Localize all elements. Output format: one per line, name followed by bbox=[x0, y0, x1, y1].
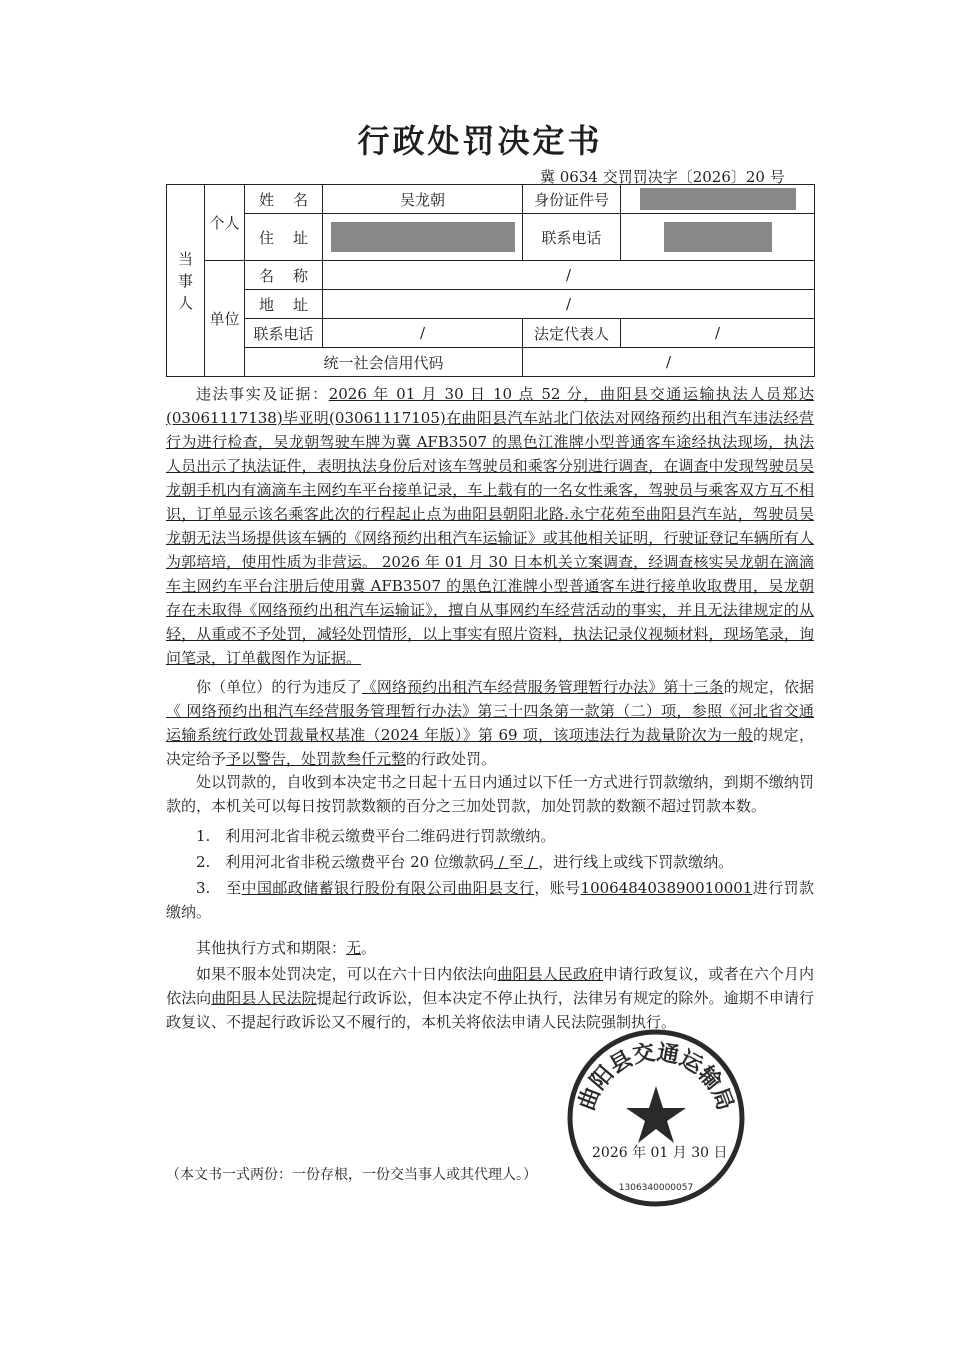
bank-name: 中国邮政储蓄银行股份有限公司曲阳县支行 bbox=[241, 879, 535, 897]
document-title: 行政处罚决定书 bbox=[357, 122, 603, 160]
address-redacted bbox=[323, 214, 523, 261]
unit-address-label: 地 址 bbox=[245, 290, 323, 319]
phone-redacted bbox=[621, 214, 815, 261]
credit-code-label: 统一社会信用代码 bbox=[245, 348, 523, 377]
unit-phone-label: 联系电话 bbox=[245, 319, 323, 348]
payment-intro: 处以罚款的，自收到本决定书之日起十五日内通过以下任一方式进行罚款缴纳，到期不缴纳罚款的，本机关可以每日按罚款数额的百分之三加处罚款，加处罚款的数额不超过罚款本数。 bbox=[166, 773, 814, 815]
unit-phone-value: / bbox=[323, 319, 523, 348]
account-number: 100648403890010001 bbox=[580, 879, 753, 897]
appeal-paragraph: 如果不服本处罚决定，可以在六十日内依法向曲阳县人民政府申请行政复议，或者在六个月内依法向曲阳县人民法院提起行政诉讼，但本决定不停止执行，法律另有规定的除外。逾期不申请行政复议、不提起行政诉讼又不履行的，本机关将依法申请人民法院强制执行。 bbox=[166, 965, 814, 1031]
facts-text: 2026 年 01 月 30 日 10 点 52 分，曲阳县交通运输执法人员郑达(03061117138)毕亚明(03061117105)在曲阳县汽车站北门依法对网络预约出租汽车违法经营行为进行检查，吴龙朝驾驶车牌为冀 AFB3507 的黑色江淮牌小型普通客车途经执法现场，执法人员出示了执法证件，表明执法身份后对该车驾驶员和乘客分别进行调查，在调查中发现驾驶员吴龙朝手机内有滴滴车主网约车平台接单记录，车上载有的一名女性乘客，驾驶员与乘客双方互不相识，订单显示该名乘客此次的行程起止点为曲阳县朝阳北路.永宁花苑至曲阳县汽车站，驾驶员吴龙朝无法当场提供该车辆的《网络预约出租汽车运输证》或其他相关证明，行驶证登记车辆所有人为郭培培，使用性质为非营运。 2026 年 01 月 30 日本机关立案调查，经调查核实吴龙朝在滴滴车主网约车平台注册后使用冀 AFB3507 的黑色江淮牌小型普通客车进行接单收取费用，吴龙朝存在未取得《网络预约出租汽车运输证》，擅自从事网约车经营活动的事实，并且无法律规定的从轻，从重或不予处罚，减轻处罚情形，以上事实有照片资料，执法记录仪视频材料，现场笔录，询问笔录，订单截图作为证据。 bbox=[166, 385, 814, 667]
phone-label: 联系电话 bbox=[523, 214, 621, 261]
name-label: 姓 名 bbox=[245, 185, 323, 214]
violation-text-2: 的规定，依据 bbox=[723, 678, 814, 696]
violation-text-4: 的行政处罚。 bbox=[406, 750, 497, 768]
review-authority: 曲阳县人民政府 bbox=[497, 965, 604, 983]
party-header: 当事人 bbox=[167, 185, 205, 377]
payment-item-3: 3. 至中国邮政储蓄银行股份有限公司曲阳县支行，账号100648403890010001进行罚款缴纳。 bbox=[166, 879, 814, 921]
document-number: 冀 0634 交罚罚决字〔2026〕20 号 bbox=[540, 168, 785, 186]
footer-note: （本文书一式两份：一份存根，一份交当事人或其代理人。） bbox=[166, 1167, 537, 1183]
violation-paragraph bbox=[166, 675, 814, 771]
court-name: 曲阳县人民法院 bbox=[211, 989, 317, 1007]
legal-rep-label: 法定代表人 bbox=[523, 319, 621, 348]
payment-section bbox=[166, 770, 814, 924]
id-number-label: 身份证件号 bbox=[523, 185, 621, 214]
other-execution: 其他执行方式和期限：无。 bbox=[196, 939, 377, 957]
violation-text-3: 的规定，决定给予 bbox=[166, 726, 814, 768]
unit-address-value: / bbox=[323, 290, 815, 319]
individual-header: 个人 bbox=[205, 185, 245, 261]
unit-name-value: / bbox=[323, 261, 815, 290]
official-seal bbox=[566, 1028, 746, 1208]
name-value: 吴龙朝 bbox=[323, 185, 523, 214]
violated-law: 《网络预约出租汽车经营服务管理暂行办法》第十三条 bbox=[361, 678, 724, 696]
party-info-table bbox=[166, 184, 815, 377]
legal-rep-value: / bbox=[621, 319, 815, 348]
penalty-decision: 予以警告，处罚款叁仟元整 bbox=[226, 750, 407, 768]
payment-item-2: 2. 利用河北省非税云缴费平台 20 位缴款码 / 至 / ，进行线上或线下罚款缴纳。 bbox=[196, 853, 734, 871]
violation-text-1: 你（单位）的行为违反了 bbox=[196, 678, 362, 696]
unit-header: 单位 bbox=[205, 261, 245, 377]
decision-date: 2026 年 01 月 30 日 bbox=[592, 1145, 728, 1161]
id-number-redacted bbox=[621, 185, 815, 214]
facts-label: 违法事实及证据： bbox=[196, 385, 329, 403]
penalty-basis: 《 网络预约出租汽车经营服务管理暂行办法》第三十四条第一款第（二）项，参照《河北省交通运输系统行政处罚裁量权基准（2024 年版）》第 69 项，该项违法行为裁量阶次为一般 bbox=[166, 702, 814, 744]
payment-item-1: 1. 利用河北省非税云缴费平台二维码进行罚款缴纳。 bbox=[196, 827, 556, 845]
facts-paragraph bbox=[166, 382, 814, 670]
svg-text:1306340000057: 1306340000057 bbox=[618, 1183, 694, 1193]
unit-name-label: 名 称 bbox=[245, 261, 323, 290]
svg-text:曲阳县交通运输局: 曲阳县交通运输局 bbox=[573, 1039, 739, 1114]
credit-code-value: / bbox=[523, 348, 815, 377]
address-label: 住 址 bbox=[245, 214, 323, 261]
